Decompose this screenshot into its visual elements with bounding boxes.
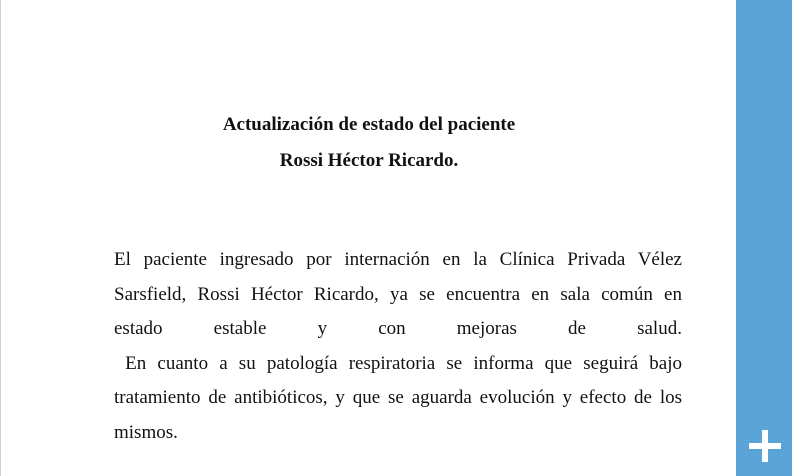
paragraph-line: Sarsfield, Rossi Héctor Ricardo, ya se encuentra en sala común en	[114, 283, 682, 305]
paragraph-line: El paciente ingresado por internación en la Clínica Privada Vélez	[114, 249, 682, 270]
paragraph-word: mejoras	[456, 318, 517, 339]
paragraph-word: con	[378, 318, 406, 339]
right-sidebar	[736, 0, 792, 476]
plus-icon	[762, 430, 768, 462]
document-title: Actualización de estado del paciente	[222, 114, 516, 135]
paragraph-word: y	[317, 318, 328, 339]
paragraph-line: En cuanto a su patología respiratoria se informa que seguirá bajo	[114, 352, 682, 374]
paragraph-line: mismos.	[114, 421, 178, 443]
paragraph-line	[114, 312, 682, 347]
patient-name-heading: Rossi Héctor Ricardo.	[279, 150, 459, 171]
paragraph-word: estable	[213, 318, 267, 339]
add-button[interactable]	[749, 430, 781, 462]
paragraph-word: estado	[114, 318, 163, 339]
paragraph-word: salud.	[637, 318, 682, 339]
paragraph-line: tratamiento de antibióticos, y que se aguarda evolución y efecto de los	[114, 387, 682, 408]
body-paragraph	[114, 243, 682, 450]
paragraph-word: de	[568, 318, 586, 339]
